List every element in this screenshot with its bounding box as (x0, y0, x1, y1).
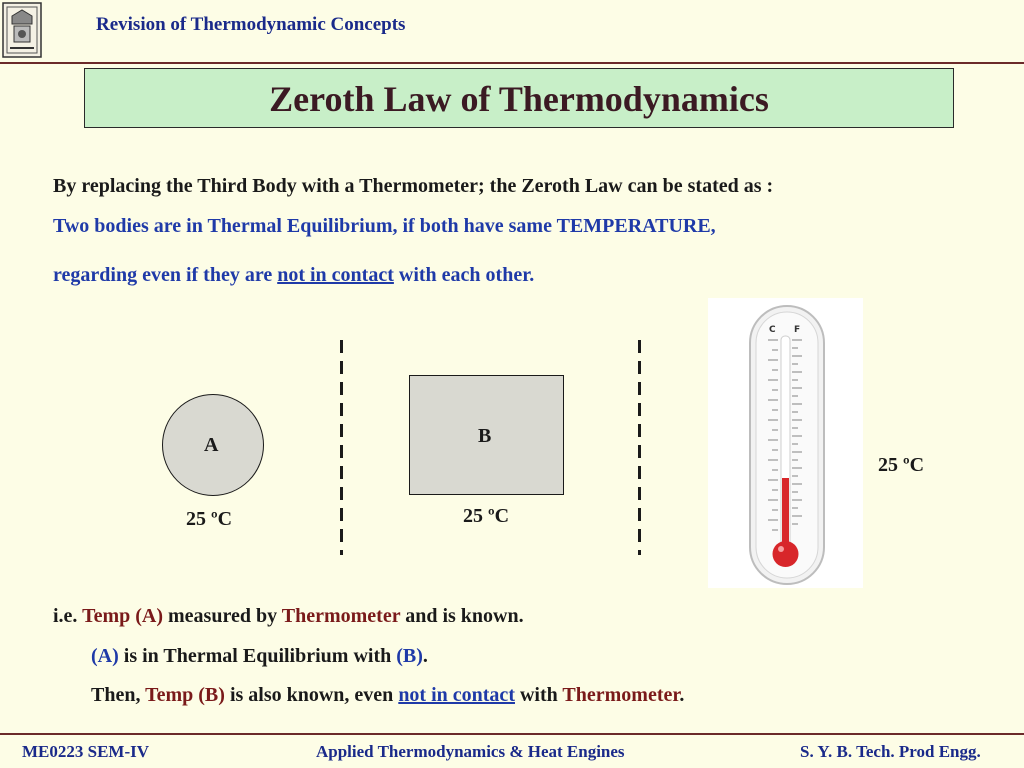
slide-title: Zeroth Law of Thermodynamics (84, 68, 954, 128)
dashed-separator-left (340, 340, 343, 555)
thermometer-temperature: 25 ºC (878, 454, 925, 476)
not-in-contact-text: not in contact (277, 264, 394, 286)
intro-line-2: Two bodies are in Thermal Equilibrium, if both have same TEMPERATURE, (53, 215, 716, 237)
intro-line-3-start: regarding even if they are (53, 264, 278, 286)
celsius-scale-letter: C (769, 325, 776, 335)
conclusion-line-3 (91, 684, 684, 707)
measured-by-text: measured by (163, 605, 282, 627)
footer-course-code: ME0223 SEM-IV (22, 742, 150, 761)
intro-line-1: By replacing the Third Body with a Thermometer; the Zeroth Law can be stated as : (53, 175, 774, 197)
dashed-separator-right (638, 340, 641, 555)
equilibrium-text: is in Thermal Equilibrium with (118, 645, 397, 667)
footer-course-title: Applied Thermodynamics & Heat Engines (316, 742, 625, 761)
footer-program: S. Y. B. Tech. Prod Engg. (800, 742, 981, 761)
thermometer-text-2: Thermometer (562, 684, 680, 706)
body-b-temperature: 25 ºC (463, 505, 510, 527)
body-b-ref: (B) (396, 645, 423, 667)
with-text: with (514, 684, 563, 706)
body-b-label: B (478, 425, 492, 447)
conclusion-line-1 (53, 605, 524, 628)
conclusion-line-2 (91, 645, 428, 668)
header-title: Revision of Thermodynamic Concepts (96, 14, 406, 35)
intro-line-3 (53, 264, 534, 287)
intro-line-3-end: with each other. (393, 264, 535, 286)
fahrenheit-scale-letter: F (794, 325, 801, 335)
line-2-period: . (422, 645, 428, 667)
ie-prefix: i.e. (53, 605, 83, 627)
thermometer-text: Thermometer (281, 605, 401, 627)
body-a-ref: (A) (91, 645, 119, 667)
not-in-contact-text-2: not in contact (398, 684, 515, 706)
body-a-label: A (204, 434, 219, 456)
line-3-period: . (679, 684, 685, 706)
temp-a-text: Temp (A) (82, 605, 164, 627)
body-a-temperature: 25 ºC (186, 508, 233, 530)
header-divider (0, 62, 1024, 64)
footer-divider (0, 733, 1024, 735)
institute-logo (2, 2, 42, 58)
also-known-text: is also known, even (224, 684, 399, 706)
thermometer-image (708, 298, 863, 588)
temp-b-text: Temp (B) (145, 684, 225, 706)
thermometer-icon (708, 298, 863, 588)
then-text: Then, (91, 684, 146, 706)
is-known-text: and is known. (400, 605, 524, 627)
